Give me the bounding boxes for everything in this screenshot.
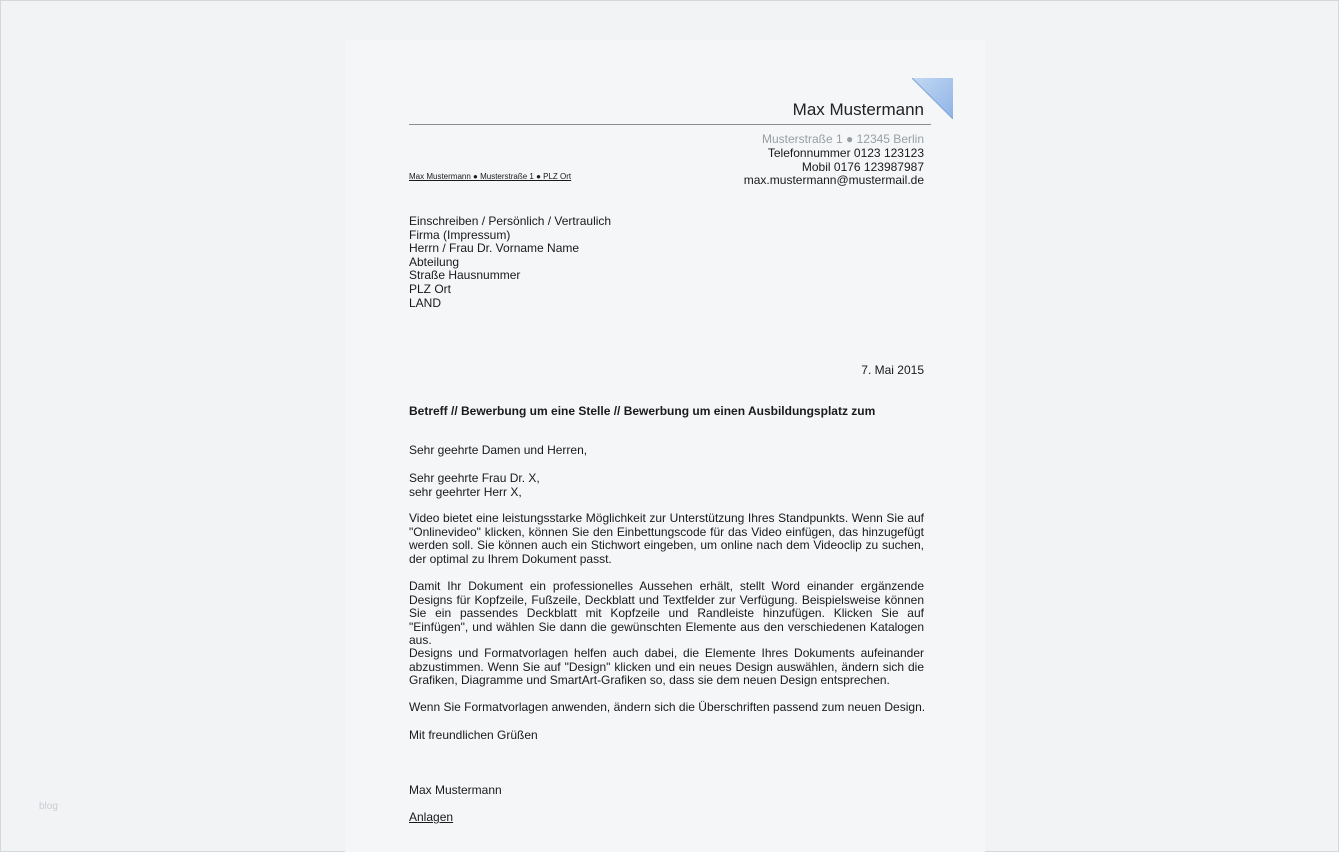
letterhead-email: max.mustermann@mustermail.de bbox=[743, 173, 924, 188]
signature-name: Max Mustermann bbox=[409, 783, 502, 797]
body-paragraph: Video bietet eine leistungsstarke Möglichkeit zur Unterstützung Ihres Standpunkts. Wenn Sie auf "Onlinevideo" klicken, können Sie den Einbettungscode für das Video einfügen, das hinzugefügt werden soll. Sie können auch ein Stichwort eingeben, um online nach dem Videoclip zu suchen, der optimal zu Ihrem Dokument passt. bbox=[409, 511, 924, 566]
letterhead-name: Max Mustermann bbox=[792, 100, 924, 119]
recipient-line: LAND bbox=[409, 295, 442, 310]
letterhead-divider bbox=[409, 124, 931, 125]
recipient-line: Firma (Impressum) bbox=[409, 227, 511, 242]
letterhead-mobile: Mobil 0176 123987987 bbox=[801, 159, 924, 174]
body-paragraph: Damit Ihr Dokument ein professionelles Aussehen erhält, stellt Word einander ergänzende Designs für Kopfzeile, Fußzeile, Deckblatt und Textfelder zur Verfügung. Beispielsweise können Sie ein passendes Deckblatt mit Kopfzeile und Randleiste hinzufügen. Klicken Sie auf "Einfügen", und wählen Sie dann die gewünschten Elemente aus den verschiedenen Katalogen aus. bbox=[409, 579, 924, 648]
body-paragraph: Wenn Sie Formatvorlagen anwenden, ändern sich die Überschriften passend zum neuen Design. bbox=[409, 700, 926, 714]
recipient-address bbox=[409, 215, 611, 310]
body-paragraph: Designs und Formatvorlagen helfen auch dabei, die Elemente Ihres Dokuments aufeinander abzustimmen. Wenn Sie auf "Design" klicken und ein neues Design auswählen, ändern sich die Grafiken, Diagramme und SmartArt-Grafiken so, dass sie dem neuen Design entsprechen. bbox=[409, 646, 924, 688]
recipient-line: Herrn / Frau Dr. Vorname Name bbox=[409, 241, 580, 256]
recipient-line: Straße Hausnummer bbox=[409, 268, 521, 283]
watermark: blog bbox=[39, 801, 58, 812]
salutation bbox=[409, 472, 924, 499]
letterhead-phone: Telefonnummer 0123 123123 bbox=[767, 145, 924, 160]
attachments-link[interactable]: Anlagen bbox=[409, 810, 454, 824]
recipient-line: Einschreiben / Persönlich / Vertraulich bbox=[409, 214, 612, 228]
letter-subject: Betreff // Bewerbung um eine Stelle // Bewerbung um einen Ausbildungsplatz zum bbox=[409, 404, 876, 418]
recipient-line: Abteilung bbox=[409, 254, 460, 269]
letterhead-contact bbox=[744, 133, 924, 188]
salutation-line: sehr geehrter Herr X, bbox=[409, 484, 522, 499]
sender-return-line: Max Mustermann ● Musterstraße 1 ● PLZ Ort bbox=[409, 172, 572, 181]
salutation-line: Sehr geehrte Frau Dr. X, bbox=[409, 471, 540, 485]
letter-date: 7. Mai 2015 bbox=[861, 363, 924, 377]
closing: Mit freundlichen Grüßen bbox=[409, 728, 538, 742]
recipient-line: PLZ Ort bbox=[409, 281, 452, 296]
letterhead-address: Musterstraße 1 ● 12345 Berlin bbox=[762, 132, 924, 146]
greeting: Sehr geehrte Damen und Herren, bbox=[409, 443, 588, 457]
